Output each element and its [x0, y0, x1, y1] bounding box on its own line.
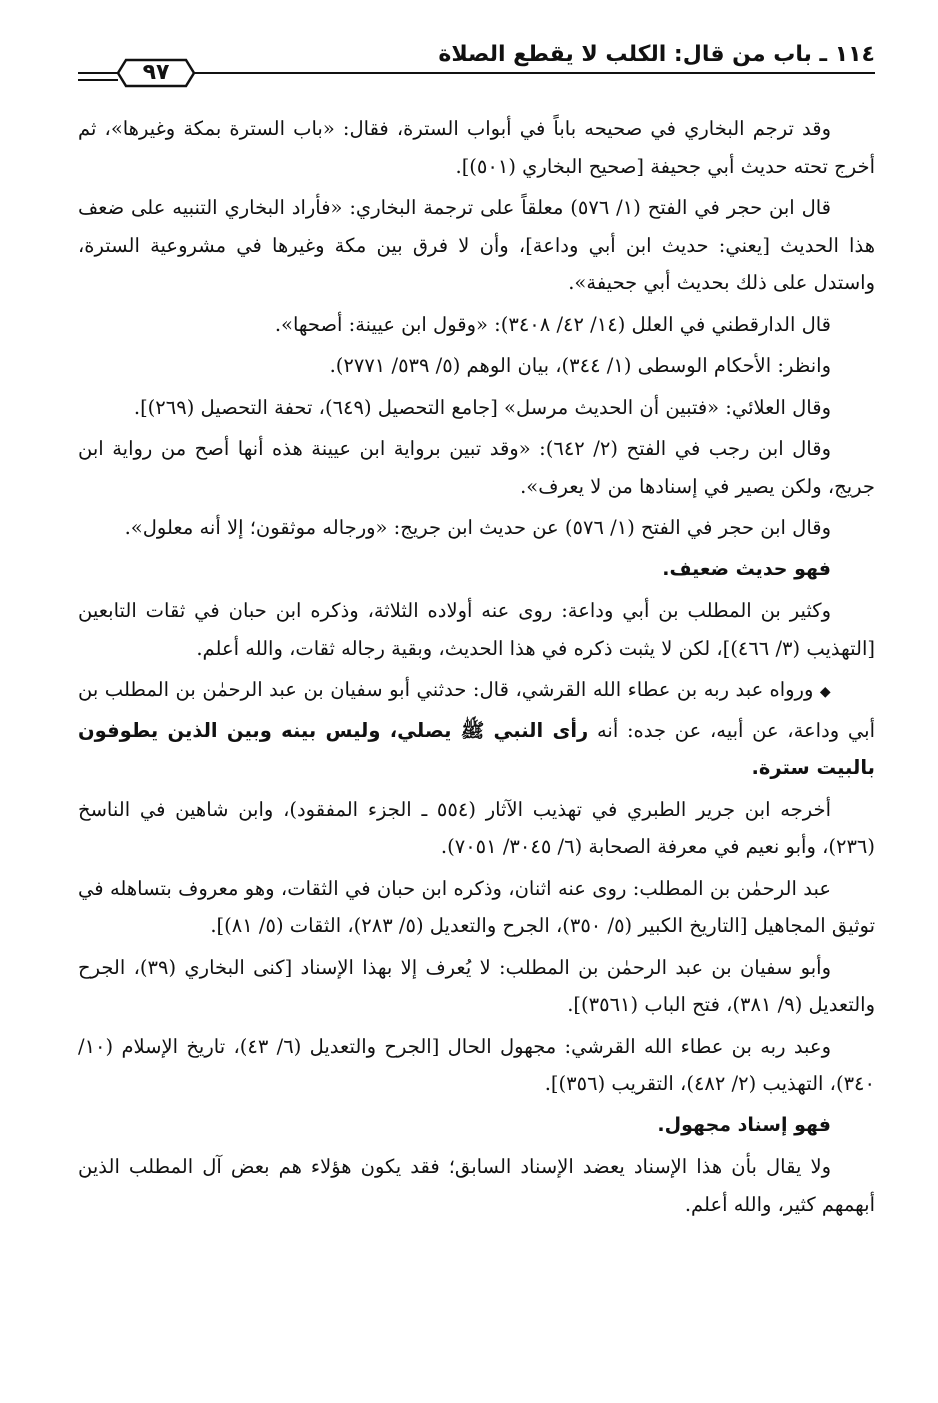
- paragraph-14: وعبد ربه بن عطاء الله القرشي: مجهول الحال [الجرح والتعديل (٦/ ٤٣)، تاريخ الإسلام (١٠/ ٣٤٠)، التهذيب (٢/ ٤٨٢)، التقريب (٣٥٦)].: [78, 1034, 875, 1095]
- paragraph-12: عبد الرحمٰن بن المطلب: روى عنه اثنان، وذكره ابن حبان في الثقات، وهو معروف بتساهله في توثيق المجاهيل [التاريخ الكبير (٥/ ٣٥٠)، الجرح والتعديل (٥/ ٢٨٣)، الثقات (٥/ ٨١)].: [78, 876, 875, 937]
- diamond-marker-icon: ◆: [819, 684, 831, 700]
- paragraph-5: وقال العلائي: «فتبين أن الحديث مرسل» [جامع التحصيل (٦٤٩)، تحفة التحصيل (٢٦٩)].: [133, 395, 831, 419]
- paragraph-7: وقال ابن حجر في الفتح (١/ ٥٧٦) عن حديث ابن جريج: «ورجاله موثقون؛ إلا أنه معلول».: [124, 516, 831, 539]
- paragraph-16: ولا يقال بأن هذا الإسناد يعضد الإسناد السابق؛ فقد يكون هؤلاء هم بعض آل المطلب الذين أبهمهم كثير، والله أعلم.: [78, 1155, 875, 1216]
- paragraph-9: وكثير بن المطلب بن أبي وداعة: روى عنه أولاده الثلاثة، وذكره ابن حبان في ثقات التابعين [التهذيب (٣/ ٤٦٦)]، لكن لا يثبت ذكره في هذا الحديث، وبقية رجاله ثقات، والله أعلم.: [78, 599, 875, 660]
- hadith-matn: رأى النبي ﷺ يصلي، وليس بينه وبين الذين يطوفون بالبيت سترة.: [78, 718, 875, 779]
- running-title: ١١٤ ـ باب من قال: الكلب لا يقطع الصلاة: [438, 42, 875, 67]
- header-rule-short: [78, 79, 118, 81]
- paragraph-11: أخرجه ابن جرير الطبري في تهذيب الآثار (٥٥٤ ـ الجزء المفقود)، وابن شاهين في الناسخ (٢٣٦)، وأبو نعيم في معرفة الصحابة (٦/ ٣٠٤٥/ ٧٠٥١).: [78, 797, 875, 858]
- paragraph-4: وانظر: الأحكام الوسطى (١/ ٣٤٤)، بيان الوهم (٥/ ٥٣٩/ ٢٧٧١).: [329, 354, 831, 377]
- paragraph-2: قال ابن حجر في الفتح (١/ ٥٧٦) معلقاً على ترجمة البخاري: «فأراد البخاري التنبيه على ضعف هذا الحديث [يعني: حديث ابن أبي وداعة]، وأن لا فرق بين مكة وغيرها في مشروعية السترة، واستدل على ذلك بحديث أبي جحيفة».: [78, 196, 875, 294]
- page-number-badge: [116, 56, 196, 90]
- paragraph-13: وأبو سفيان بن عبد الرحمٰن بن المطلب: لا يُعرف إلا بهذا الإسناد [كنى البخاري (٣٩)، الجرح والتعديل (٩/ ٣٨١)، فتح الباب (٣٥٦١)].: [78, 955, 875, 1016]
- paragraph-10: [78, 671, 875, 787]
- narration-text: ورواه عبد ربه بن عطاء الله القرشي، قال: حدثني أبو سفيان بن عبد الرحمٰن بن المطلب بن أبي وداعة، عن أبيه، عن جده: أنه: [78, 678, 876, 742]
- verdict-heading-1: فهو حديث ضعيف.: [662, 557, 831, 580]
- paragraph-1: وقد ترجم البخاري في صحيحه باباً في أبواب السترة، فقال: «باب السترة بمكة وغيرها»، ثم أخرج تحته حديث أبي جحيفة [صحيح البخاري (٥٠١)].: [78, 117, 875, 178]
- paragraph-6: وقال ابن رجب في الفتح (٢/ ٦٤٢): «وقد تبين برواية ابن عيينة هذه أنها أصح من رواية ابن جريج، ولكن يصير في إسنادها من لا يعرف».: [78, 437, 875, 498]
- header-rule: [78, 72, 875, 74]
- page-header: [78, 34, 875, 94]
- body-text: [78, 110, 875, 1227]
- page-number: ٩٧: [142, 60, 170, 85]
- verdict-heading-2: فهو إسناد مجهول.: [657, 1113, 831, 1136]
- paragraph-3: قال الدارقطني في العلل (١٤/ ٤٢/ ٣٤٠٨): «وقول ابن عيينة: أصحها».: [274, 312, 831, 336]
